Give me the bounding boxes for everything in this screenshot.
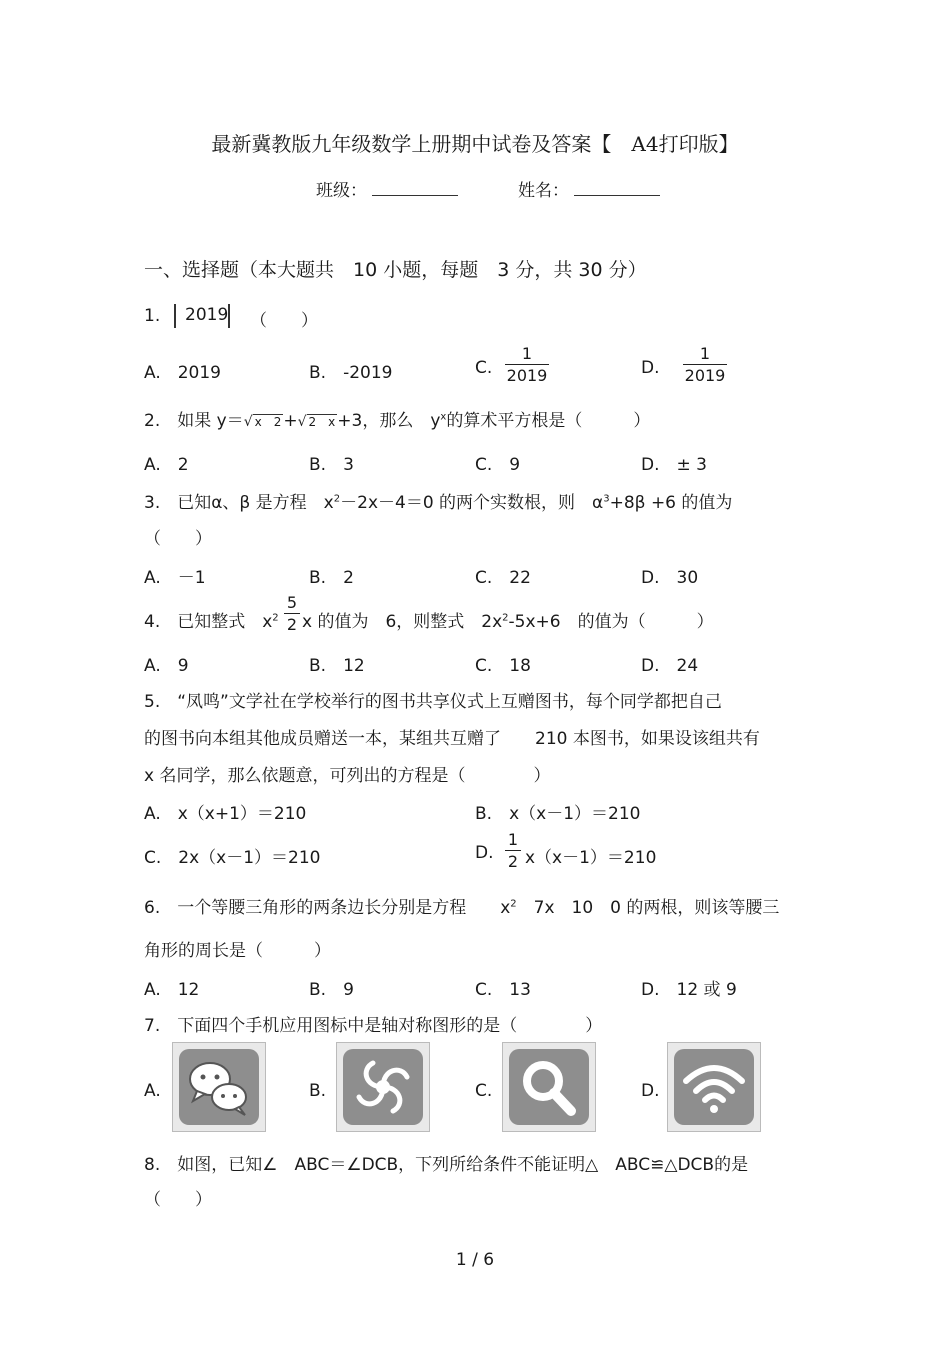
page-number: 1 / 6 <box>455 1250 495 1270</box>
q2-radicand-1: x 2 <box>254 415 282 429</box>
q7-label-a: A. <box>144 1081 161 1101</box>
name-field <box>518 176 660 201</box>
name-label: 姓名： <box>518 181 569 201</box>
q3-line-1: 3. 已知α、β 是方程 $x^2-2x-4=0$ 的两个实数根，则 $\alpha^3+8\beta +6$ 的值为 <box>144 493 733 513</box>
q7-option-d-image <box>667 1042 761 1132</box>
q4-text-b: x 的值为 6，则整式 $2x^2-5x+6$ 的值为（ ） <box>302 612 714 632</box>
q6-option-b: B. 9 <box>309 980 354 1000</box>
q3-option-d: D. 30 <box>641 568 699 588</box>
q7-option-a-image <box>172 1042 266 1132</box>
q7-label-c: C. <box>475 1081 493 1101</box>
q6-option-d: D. 12 或 9 <box>641 980 737 1000</box>
q4-option-d: D. 24 <box>641 656 699 676</box>
q4-option-a: A. 9 <box>144 656 189 676</box>
q1-option-c-label: C. <box>475 358 493 378</box>
wifi-icon <box>674 1049 754 1125</box>
q5-option-d-fraction: 1 2 <box>505 830 521 873</box>
class-field <box>316 176 458 201</box>
q2-text: 2. 如果 y＝√ x 2 +√ 2 x +3，那么 $y^x$的算术平方根是（ ） <box>144 411 651 431</box>
page-title: 最新冀教版九年级数学上册期中试卷及答案【 A4打印版】 <box>211 132 739 156</box>
q7-option-c-image <box>502 1042 596 1132</box>
q2-option-a: A. 2 <box>144 455 189 475</box>
q4-fraction: 5 2 <box>284 593 300 636</box>
q5-line-3: x 名同学，那么依题意，可列出的方程是（ ） <box>144 766 551 786</box>
class-label: 班级： <box>316 181 367 201</box>
q4-option-c: C. 18 <box>475 656 531 676</box>
abs-bar-right <box>228 304 230 328</box>
q3-option-a: A. －1 <box>144 568 206 588</box>
q2-option-c: C. 9 <box>475 455 521 475</box>
q8-line-2: （ ） <box>144 1190 212 1210</box>
q4-text-a: 4. 已知整式 $x^2$ <box>144 612 279 632</box>
q7-label-b: B. <box>309 1081 327 1101</box>
q7-label-d: D. <box>641 1081 660 1101</box>
q3-line-2: （ ） <box>144 529 212 549</box>
q5-line-2: 的图书向本组其他成员赠送一本，某组共互赠了 210 本图书，如果设该组共有 <box>144 729 760 749</box>
q8-line-1: 8. 如图，已知∠ ABC＝∠DCB，下列所给条件不能证明△ ABC≌△DCB的是 <box>144 1155 749 1175</box>
q1-number: 1. <box>144 306 161 326</box>
q2-option-b: B. 3 <box>309 455 354 475</box>
q4-option-b: B. 12 <box>309 656 365 676</box>
q2-radicand-2: 2 x <box>308 415 336 429</box>
q5-option-b: B. x（x－1）＝210 <box>475 804 641 824</box>
q7-option-b-image <box>336 1042 430 1132</box>
q6-option-c: C. 13 <box>475 980 531 1000</box>
q5-line-1: 5. “凤鸣”文学社在学校举行的图书共享仪式上互赠图书，每个同学都把自己 <box>144 692 722 712</box>
q1-option-b: B. -2019 <box>309 363 393 383</box>
q3-option-b: B. 2 <box>309 568 354 588</box>
q3-option-c: C. 22 <box>475 568 531 588</box>
q5-option-d-label: D. <box>475 843 494 863</box>
q2-option-d: D. ± 3 <box>641 455 707 475</box>
class-blank <box>372 181 458 196</box>
name-blank <box>574 181 660 196</box>
q1-option-a: A. 2019 <box>144 363 221 383</box>
q5-option-c: C. 2x（x－1）＝210 <box>144 848 321 868</box>
search-icon <box>509 1049 589 1125</box>
section-heading: 一、选择题（本大题共 10 小题，每题 3 分，共 30 分） <box>144 259 647 281</box>
q5-option-d-text: x（x－1）＝210 <box>525 848 657 868</box>
q6-line-2: 角形的周长是（ ） <box>144 941 331 961</box>
q6-option-a: A. 12 <box>144 980 200 1000</box>
wechat-icon <box>179 1049 259 1125</box>
swirl-icon <box>343 1049 423 1125</box>
q5-option-a: A. x（x+1）＝210 <box>144 804 307 824</box>
abs-bar-left <box>174 304 176 328</box>
q1-option-d-fraction: 1 2019 <box>684 344 726 385</box>
q6-line-1: 6. 一个等腰三角形的两条边长分别是方程 $x^2$ 7x 10 0 的两根，则该等腰三 <box>144 898 780 918</box>
q1-paren: （ ） <box>250 311 318 331</box>
q1-value: 2019 <box>185 305 229 325</box>
q1-option-c-fraction: 1 2019 <box>506 344 548 385</box>
q1-option-d-label: D. <box>641 358 660 378</box>
q7-text: 7. 下面四个手机应用图标中是轴对称图形的是（ ） <box>144 1016 603 1036</box>
